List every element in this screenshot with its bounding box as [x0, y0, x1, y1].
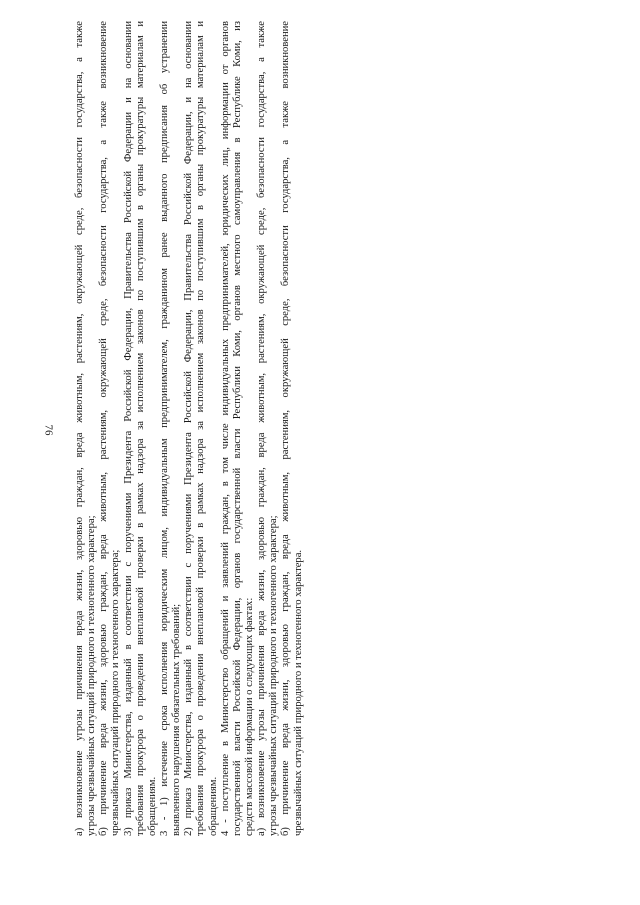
text-line: 2) приказ Министерства, изданный в соответствии с поручениями Президента Российской Федерации, Правительства Российской Федерации, и на основании	[183, 21, 195, 836]
text-line: чрезвычайных ситуаций природного и техногенного характера.	[292, 549, 304, 836]
text-line: средств массовой информации о следующих фактах:	[243, 597, 255, 836]
text-line: обращениям.	[146, 776, 158, 836]
text-line: 3) приказ Министерства, изданный в соответствии с поручениями Президента Российской Федерации, Правительства Российской Федерации и на основании	[122, 21, 134, 836]
text-line: б) причинение вреда жизни, здоровью граждан, вреда животным, растениям, окружающей среде, безопасности государства, а также возникновение	[280, 21, 292, 836]
text-line: требования прокурора о проведении внеплановой проверки в рамках надзора за исполнением законов по поступившим в органы прокуратуры материалам и	[195, 21, 207, 836]
text-line: б) причинение вреда жизни, здоровью граждан, вреда животным, растениям, окружающей среде, безопасности государства, а также возникновение	[98, 21, 110, 836]
text-line: выявленного нарушения обязательных требований;	[171, 603, 183, 836]
text-line: а) возникновение угрозы причинения вреда жизни, здоровью граждан, вреда животным, растениям, окружающей среде, безопасности государства, а также	[74, 21, 85, 836]
text-line: требования прокурора о проведении внеплановой проверки в рамках надзора за исполнением законов по поступившим в органы прокуратуры материалам и	[134, 21, 146, 836]
text-line: угрозы чрезвычайных ситуаций природного и техногенного характера;	[268, 515, 280, 836]
text-line: 3 - 1) истечение срока исполнения юридическим лицом, индивидуальным предпринимателем, гражданином ранее выданного предписания об устранении	[158, 21, 170, 836]
text-line: чрезвычайных ситуаций природного и техногенного характера;	[110, 549, 122, 836]
text-line: 4 - поступление в Министерство обращений и заявлений граждан, в том числе индивидуальных предпринимателей, юридических лиц, информации от органов	[219, 21, 231, 836]
page-number: 76	[42, 424, 55, 436]
text-line: угрозы чрезвычайных ситуаций природного и техногенного характера;	[86, 515, 98, 836]
text-line: государственной власти Российской Федерации, органов государственной власти Республики Коми, органов местного самоуправления в Республике Коми, из	[231, 21, 243, 836]
text-line: а) возникновение угрозы причинения вреда жизни, здоровью граждан, вреда животным, растениям, окружающей среде, безопасности государства, а также	[256, 21, 268, 836]
text-line: обращениям.	[207, 776, 219, 836]
document-text-block	[74, 21, 305, 836]
